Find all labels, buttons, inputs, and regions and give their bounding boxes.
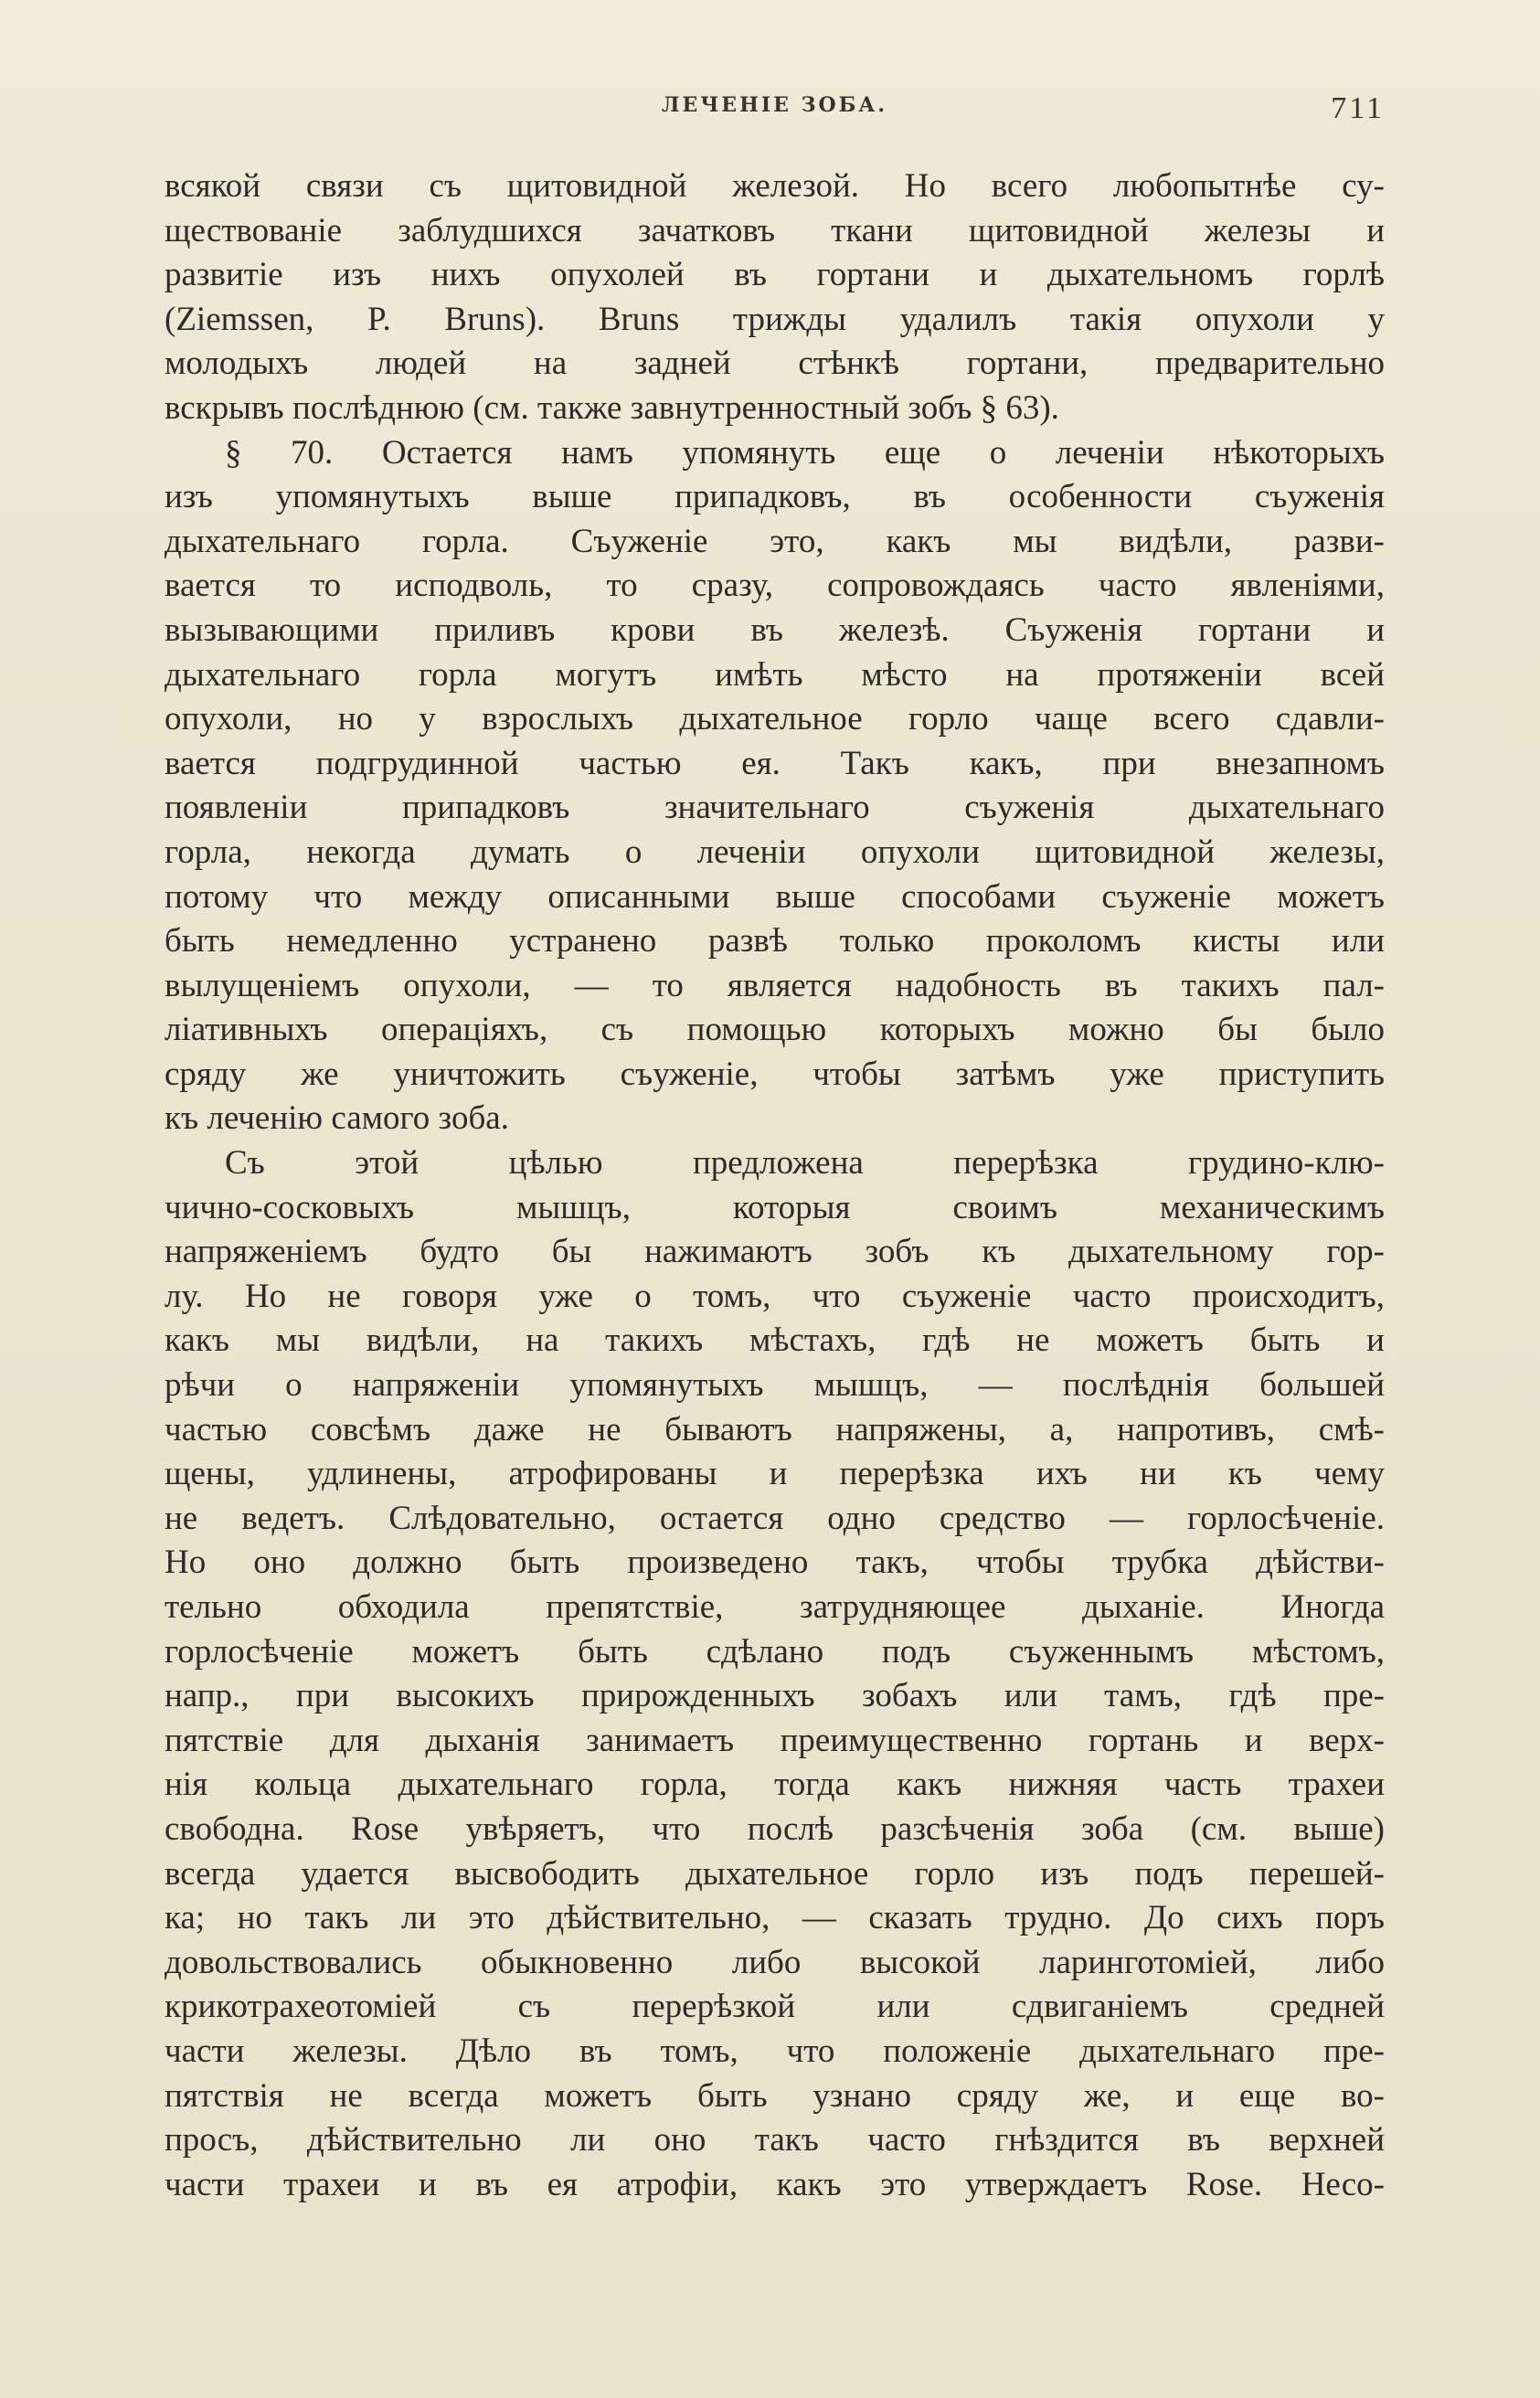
running-header — [165, 91, 1385, 128]
text-line: напр., при высокихъ прирожденныхъ зобахъ или тамъ, гдѣ пре- — [165, 1677, 1385, 1715]
text-line: Съ этой цѣлью предложена перерѣзка грудино-клю- — [225, 1144, 1385, 1183]
text-line: потому что между описанными выше способами съуженіе можетъ — [165, 877, 1385, 916]
text-line: части железы. Дѣло въ томъ, что положеніе дыхательнаго пре- — [165, 2032, 1385, 2070]
text-line: просъ, дѣйствительно ли оно такъ часто гнѣздится въ верхней — [165, 2121, 1385, 2159]
text-line: вается подгрудинной частью ея. Такъ какъ, при внезапномъ — [165, 744, 1385, 782]
text-line: вызывающими приливъ крови въ железѣ. Съуженія гортани и — [165, 610, 1385, 649]
text-line: свободна. Rose увѣряетъ, что послѣ разсѣченія зоба (см. выше) — [165, 1809, 1385, 1848]
text-line: всякой связи съ щитовидной железой. Но всего любопытнѣе су- — [165, 167, 1385, 205]
text-line: горлосѣченіе можетъ быть сдѣлано подъ съуженнымъ мѣстомъ, — [165, 1632, 1385, 1671]
text-line: молодыхъ людей на задней стѣнкѣ гортани, предварительно — [165, 345, 1385, 383]
text-line: чично-сосковыхъ мышцъ, которыя своимъ механическимъ — [165, 1188, 1385, 1226]
text-line: рѣчи о напряженіи упомянутыхъ мышцъ, — послѣднія большей — [165, 1366, 1385, 1405]
text-line: изъ упомянутыхъ выше припадковъ, въ особенности съуженія — [165, 478, 1385, 516]
text-line: ществованіе заблудшихся зачатковъ ткани щитовидной железы и — [165, 211, 1385, 249]
text-line: щены, удлинены, атрофированы и перерѣзка ихъ ни къ чему — [165, 1455, 1385, 1493]
text-line: ліативныхъ операціяхъ, съ помощью которыхъ можно бы было — [165, 1011, 1385, 1049]
text-line: какъ мы видѣли, на такихъ мѣстахъ, гдѣ не можетъ быть и — [165, 1321, 1385, 1360]
text-line: сряду же уничтожить съуженіе, чтобы затѣмъ уже приступить — [165, 1055, 1385, 1093]
body-text — [165, 164, 1385, 2207]
text-line: нія кольца дыхательнаго горла, тогда какъ нижняя часть трахеи — [165, 1766, 1385, 1804]
text-line: пятствіе для дыханія занимаетъ преимущественно гортань и верх- — [165, 1721, 1385, 1759]
text-line: тельно обходила препятствіе, затрудняющее дыханіе. Иногда — [165, 1588, 1385, 1626]
text-line: появленіи припадковъ значительнаго съуженія дыхательнаго — [165, 789, 1385, 827]
text-line: Но оно должно быть произведено такъ, чтобы трубка дѣйстви- — [165, 1544, 1385, 1582]
page-number: 711 — [1331, 91, 1385, 125]
text-line: опухоли, но у взрослыхъ дыхательное горло чаще всего сдавли- — [165, 700, 1385, 738]
text-line: крикотрахеотоміей съ перерѣзкой или сдвиганіемъ средней — [165, 1988, 1385, 2026]
text-line: вылущеніемъ опухоли, — то является надобность въ такихъ пал- — [165, 966, 1385, 1004]
text-line: лу. Но не говоря уже о томъ, что съуженіе часто происходитъ, — [165, 1277, 1385, 1315]
text-line: дыхательнаго горла. Съуженіе это, какъ мы видѣли, разви- — [165, 522, 1385, 560]
text-line: § 70. Остается намъ упомянуть еще о леченіи нѣкоторыхъ — [225, 433, 1385, 472]
text-line: части трахеи и въ ея атрофіи, какъ это утверждаетъ Rose. Несо- — [165, 2165, 1385, 2203]
text-line: пятствія не всегда можетъ быть узнано сряду же, и еще во- — [165, 2076, 1385, 2115]
text-line: быть немедленно устранено развѣ только проколомъ кисты или — [165, 922, 1385, 960]
text-line: вается то исподволь, то сразу, сопровождаясь часто явленіями, — [165, 567, 1385, 605]
text-line: вскрывъ послѣднюю (см. также завнутренностный зобъ § 63). — [165, 388, 1059, 427]
text-line: довольствовались обыкновенно либо высокой ларинготоміей, либо — [165, 1943, 1385, 1981]
text-line: не ведетъ. Слѣдовательно, остается одно средство — горлосѣченіе. — [165, 1499, 1385, 1537]
text-line: дыхательнаго горла могутъ имѣть мѣсто на протяженіи всей — [165, 655, 1385, 694]
text-line: частью совсѣмъ даже не бываютъ напряжены, а, напротивъ, смѣ- — [165, 1410, 1385, 1448]
text-line: напряженіемъ будто бы нажимаютъ зобъ къ дыхательному гор- — [165, 1233, 1385, 1271]
running-title: ЛЕЧЕНІЕ ЗОБА. — [662, 93, 887, 117]
text-line: всегда удается высвободить дыхательное горло изъ подъ перешей- — [165, 1854, 1385, 1893]
text-line: къ леченію самого зоба. — [165, 1099, 509, 1138]
text-line: развитіе изъ нихъ опухолей въ гортани и дыхательномъ горлѣ — [165, 256, 1385, 294]
text-line: горла, некогда думать о леченіи опухоли щитовидной железы, — [165, 833, 1385, 871]
text-line: (Ziemssen, P. Bruns). Bruns трижды удалилъ такія опухоли у — [165, 300, 1385, 338]
text-line: ка; но такъ ли это дѣйствительно, — сказать трудно. До сихъ поръ — [165, 1899, 1385, 1937]
